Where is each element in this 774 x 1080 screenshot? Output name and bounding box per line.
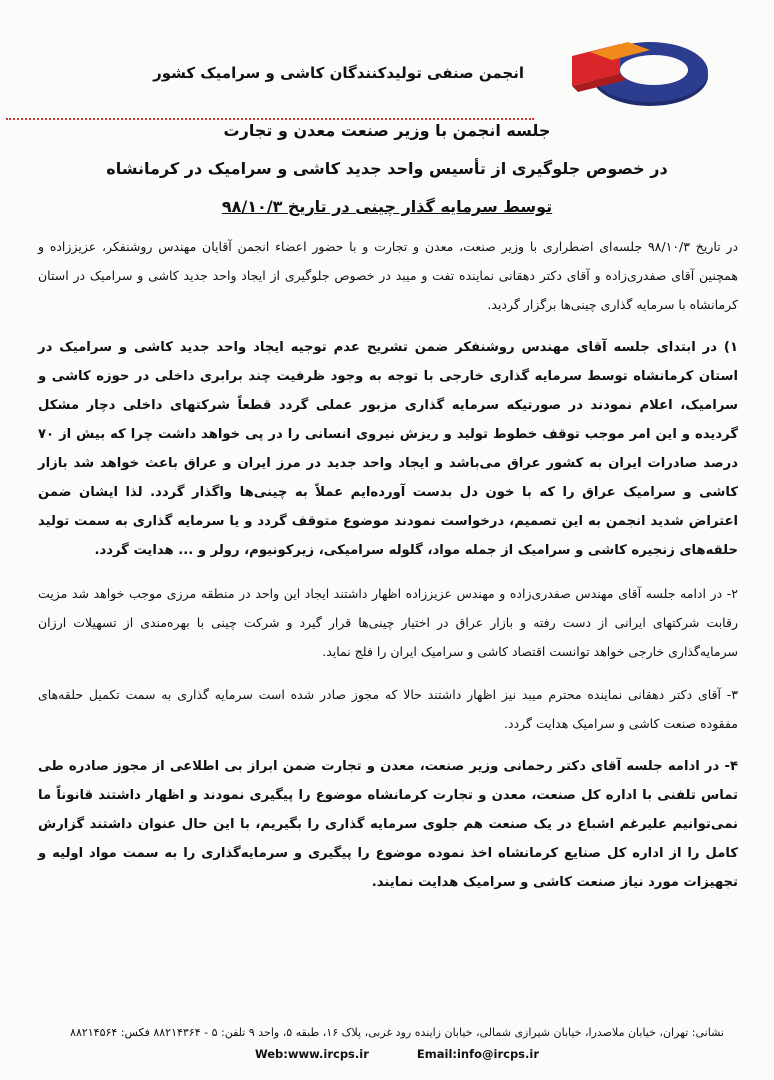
item-4-paragraph: ۴- در ادامه جلسه آقای دکتر رحمانی وزیر صنعت، معدن و تجارت ضمن ابراز بی اطلاعی از مجوز صادره طی تماس تلفنی با اداره کل صنعت، معدن و تجارت کرمانشاه موضوع را پیگیری نمودند و اظهار داشتند قانوناً ما نمی‌توانیم علیرغم اشباع در یک صنعت هم جلوی سرمایه گذاری را بگیریم، با این حال عنوان داشتند گزارش کامل را از اداره کل صنایع کرمانشاه اخذ نموده موضوع را پیگیری و سرمایه‌گذاری را به سمت مواد اولیه و تجهیزات مورد نیاز صنعت کاشی و سرامیک هدایت نمایند.: [38, 759, 738, 890]
title-line-3: توسط سرمایه گذار چینی در تاریخ ۹۸/۱۰/۳: [221, 197, 553, 216]
letter-footer: [40, 1026, 754, 1061]
ircps-logo: [550, 34, 710, 112]
intro-paragraph: در تاریخ ۹۸/۱۰/۳ جلسه‌ای اضطراری با وزیر صنعت، معدن و تجارت و با حضور اعضاء انجمن آقایان مهندس روشنفکر، عزیززاده و همچنین آقای صفدری‌زاده و آقای دکتر دهقانی نماینده تفت و میبد در خصوص جلوگیری از ایجاد واحد جدید کاشی و سرامیک در استان کرمانشاه با سرمایه گذاری چینی‌ها برگزار گردید.: [38, 239, 739, 312]
document-body: [38, 232, 738, 911]
item-3-paragraph: ۳- آقای دکتر دهقانی نماینده محترم میبد نیز اظهار داشتند حالا که مجوز صادر شده است سرمایه گذاری به سمت تکمیل حلقه‌های مفقوده صنعت کاشی و سرامیک هدایت گردد.: [38, 687, 738, 731]
organization-name: انجمن صنفی تولیدکنندگان کاشی و سرامیک کشور: [153, 64, 524, 82]
item-2-paragraph: ۲- در ادامه جلسه آقای مهندس صفدری‌زاده و مهندس عزیززاده اظهار داشتند ایجاد این واحد در منطقه مرزی موجب خواهد شد مزیت رقابت شرکتهای ایرانی از دست رفته و بازار عراق در اختیار چینی‌ها قرار گیرد و شرکت چینی با بهره‌مندی از تسهیلات ارزان سرمایه‌گذاری خارجی خواهد توانست اقتصاد کاشی و سرامیک ایران را فلج نماید.: [38, 586, 738, 659]
footer-website: Web:www.ircps.ir: [254, 1047, 369, 1061]
letterhead: [0, 30, 774, 110]
title-line-1: جلسه انجمن با وزیر صنعت معدن و تجارت: [223, 121, 551, 140]
document-titles: [0, 118, 774, 232]
item-1-paragraph: ۱) در ابتدای جلسه آقای مهندس روشنفکر ضمن تشریح عدم توجیه ایجاد واحد جدید کاشی و سرامیک در استان کرمانشاه توسط سرمایه گذاری خارجی با توجه به وجود ظرفیت چند برابری داخلی در حوزه کاشی و سرامیک، اعلام نمودند در صورتیکه سرمایه گذاری مزبور عملی گردد قطعاً شرکتهای داخلی دچار مشکل گردیده و این امر موجب توقف خطوط تولید و ریزش نیروی انسانی را در پی خواهد داشت چرا که بیش از ۷۰ درصد صادرات ایران به کشور عراق می‌باشد و ایجاد واحد جدید در مرز ایران و عراق باعث خواهد شد بازار کاشی و سرامیک عراق را که با خون دل بدست آورده‌ایم عملاً به چینی‌ها واگذار گردد. لذا ایشان ضمن اعتراض شدید انجمن به این تصمیم، درخواست نمودند موضوع متوقف گردد و یا سرمایه گذاری به سمت تولید حلقه‌های زنجیره کاشی و سرامیک از جمله مواد، گلوله سرامیکی، زیرکونیوم، رولر و ... هدایت گردد.: [38, 340, 738, 558]
footer-address: نشانی: تهران، خیابان ملاصدرا، خیابان شیرازی شمالی، خیابان زاینده رود غربی، پلاک ۱۶، طبقه ۵، واحد ۹ تلفن: ۵ - ۸۸۲۱۴۳۶۴ فکس: ۸۸۲۱۴۵۶۴: [70, 1026, 724, 1039]
footer-contact: [40, 1047, 754, 1061]
footer-email: Email:info@ircps.ir: [416, 1047, 540, 1061]
title-line-2: در خصوص جلوگیری از تأسیس واحد جدید کاشی و سرامیک در کرمانشاه: [106, 159, 668, 178]
